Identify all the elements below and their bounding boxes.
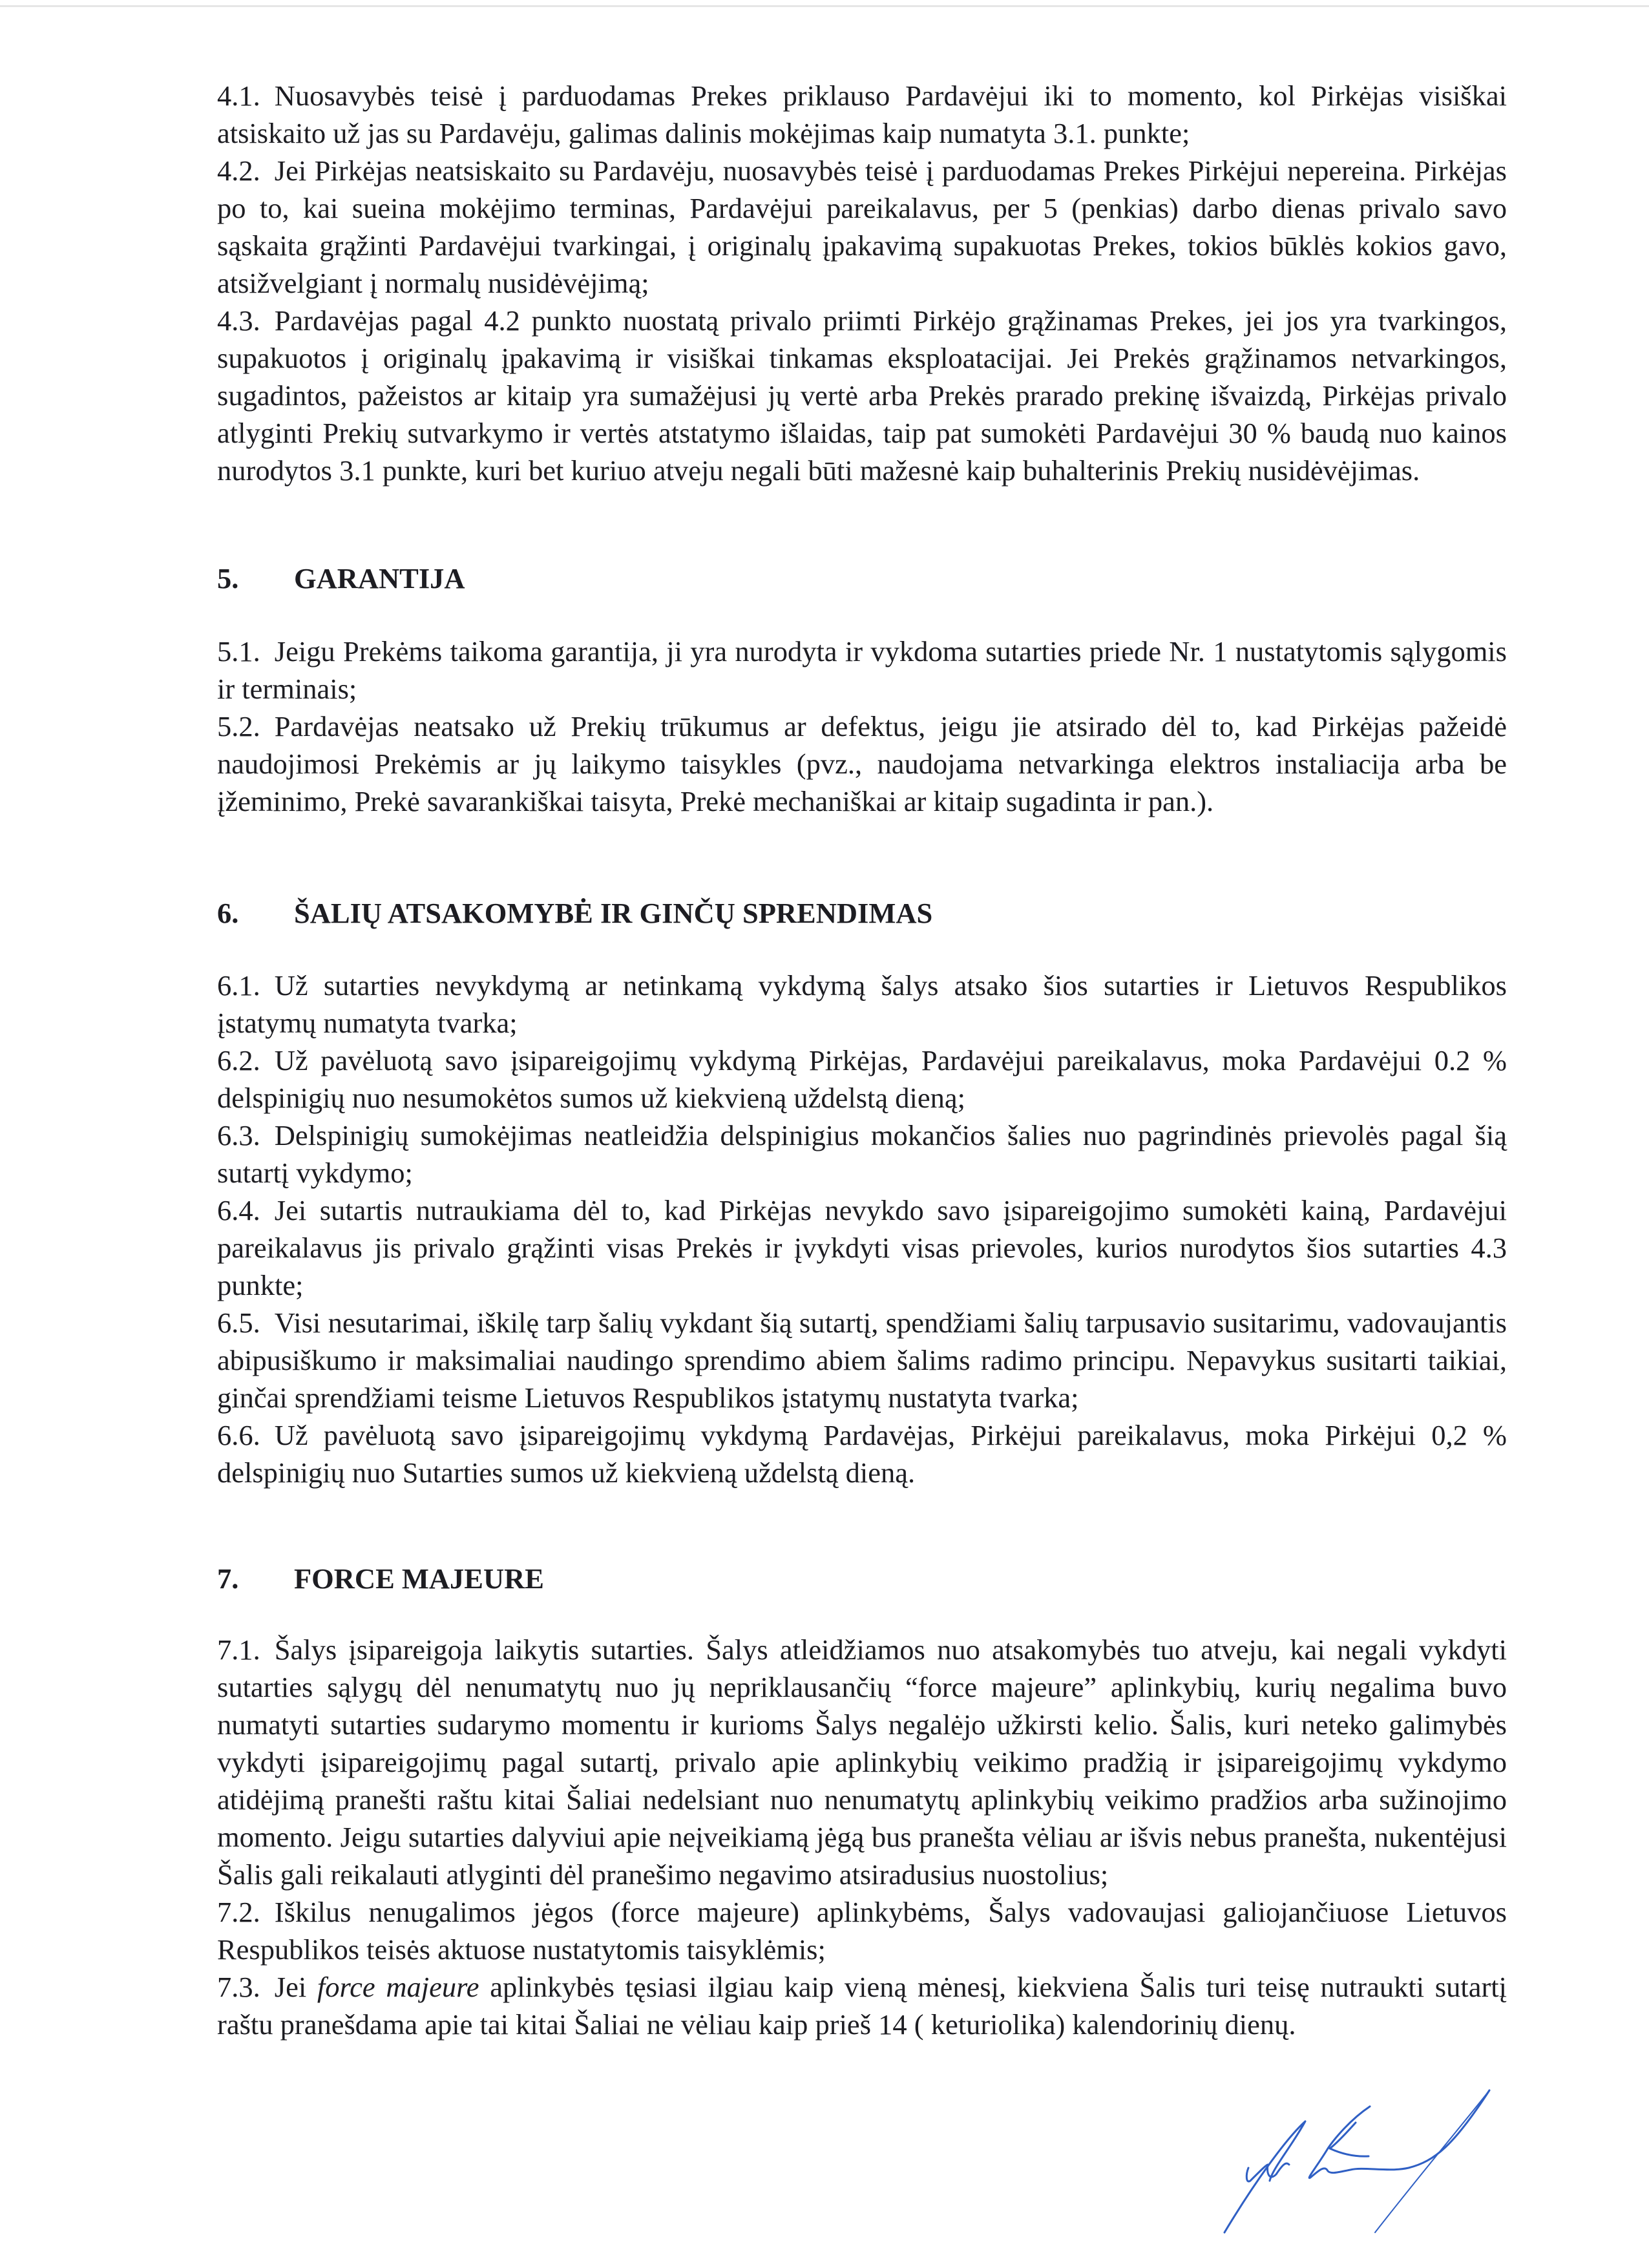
clause-text: Delspinigių sumokėjimas neatleidžia delspinigius mokančios šalies nuo pagrindinės prievolės pagal šią sutartį vykdymo;	[217, 1119, 1507, 1189]
clause-text: Pardavėjas pagal 4.2 punkto nuostatą privalo priimti Pirkėjo grąžinamas Prekes, jei jos yra tvarkingos, supakuotos į originalų įpakavimą ir visiškai tinkamas eksploatacijai. Jei Prekės grąžinamos netvarkingos, sugadintos, pažeistos ar kitaip yra sumažėjusi jų vertė arba Prekės prarado prekinę išvaizdą, Pirkėjas privalo atlyginti Prekių sutvarkymo ir vertės atstatymo išlaidas, taip pat sumokėti Pardavėjui 30 % baudą nuo kainos nurodytos 3.1 punkte, kuri bet kuriuo atveju negali būti mažesnė kaip buhalterinis Prekių nusidėvėjimas.	[217, 304, 1507, 487]
clause-text: Jei	[274, 1971, 317, 2003]
clause-number: 6.5.	[217, 1307, 260, 1339]
section-6-clauses	[217, 967, 1507, 1491]
clause-text: Už pavėluotą savo įsipareigojimų vykdymą Pirkėjas, Pardavėjui pareikalavus, moka Pardavėjui 0.2 % delspinigių nuo nesumokėtos sumos už kiekvieną uždelstą dieną;	[217, 1044, 1507, 1114]
section-7-clauses	[217, 1631, 1507, 2043]
clause-text: Visi nesutarimai, iškilę tarp šalių vykdant šią sutartį, spendžiami šalių tarpusavio susitarimu, vadovaujantis abipusiškumo ir maksimaliai naudingo sprendimo abiem šalims radimo principu. Nepavykus susitarti taikiai, ginčai sprendžiami teisme Lietuvos Respublikos įstatymų nustatyta tvarka;	[217, 1307, 1507, 1414]
clause-text: aplinkybės tęsiasi ilgiau kaip vieną mėnesį, kiekviena Šalis turi teisę nutraukti sutartį raštu pranešdama apie tai kitai Šaliai ne vėliau kaip prieš 14 ( keturiolika) kalendorinių dienų.	[217, 1971, 1507, 2041]
clause-text: Šalys įsipareigoja laikytis sutarties. Šalys atleidžiamos nuo atsakomybės tuo atveju, kai negali vykdyti sutarties sąlygų dėl nenumatytų nuo jų nepriklausančių “force majeure” aplinkybių, kurių negalima buvo numatyti sutarties sudarymo momentu ir kurioms Šalys negalėjo užkirsti kelio. Šalis, kuri neteko galimybės vykdyti įsipareigojimų pagal sutartį, privalo apie aplinkybių veikimo pradžią ir įsipareigojimų vykdymo atidėjimą pranešti raštu kitai Šaliai nedelsiant nuo nenumatytų aplinkybių veikimo pradžios arba sužinojimo momento. Jeigu sutarties dalyviui apie neįveikiamą jėgą bus pranešta vėliau ar išvis nebus pranešta, nukentėjusi Šalis gali reikalauti atlyginti dėl pranešimo negavimo atsiradusius nuostolius;	[217, 1633, 1507, 1891]
clause-number: 4.2.	[217, 154, 260, 187]
handwritten-signature	[1195, 2035, 1615, 2268]
clause-text: Jei sutartis nutraukiama dėl to, kad Pirkėjas nevykdo savo įsipareigojimo sumokėti kainą, Pardavėjui pareikalavus jis privalo grąžinti visas Prekės ir įvykdyti visas prievoles, kurios nurodytos šios sutarties 4.3 punkte;	[217, 1194, 1507, 1301]
clause-number: 5.1.	[217, 635, 260, 667]
section-7-heading	[217, 1560, 544, 1597]
clause-text: Už sutarties nevykdymą ar netinkamą vykdymą šalys atsako šios sutarties ir Lietuvos Respublikos įstatymų numatyta tvarka;	[217, 969, 1507, 1039]
section-5-heading	[217, 560, 465, 597]
clause-text: Už pavėluotą savo įsipareigojimų vykdymą Pardavėjas, Pirkėjui pareikalavus, moka Pirkėjui 0,2 % delspinigių nuo Sutarties sumos už kiekvieną uždelstą dieną.	[217, 1419, 1507, 1489]
clause-number: 6.1.	[217, 969, 260, 1002]
section-number: 5.	[217, 562, 239, 594]
clause-6-6	[217, 1416, 1507, 1491]
clause-5-2	[217, 708, 1507, 820]
clause-7-3	[217, 1968, 1507, 2043]
section-4-clauses	[217, 77, 1507, 489]
signature-stroke	[1309, 2090, 1489, 2178]
clause-number: 6.4.	[217, 1194, 260, 1226]
clause-number: 6.2.	[217, 1044, 260, 1076]
clause-text: Iškilus nenugalimos jėgos (force majeure) aplinkybėms, Šalys vadovaujasi galiojančiuose Lietuvos Respublikos teisės aktuose nustatytomis taisyklėmis;	[217, 1896, 1507, 1966]
signature-stroke	[1246, 2163, 1289, 2181]
clause-text: Nuosavybės teisė į parduodamas Prekes priklauso Pardavėjui iki to momento, kol Pirkėjas visiškai atsiskaito už jas su Pardavėju, galimas dalinis mokėjimas kaip numatyta 3.1. punkte;	[217, 79, 1507, 149]
section-6-heading	[217, 894, 932, 932]
clause-6-5	[217, 1304, 1507, 1416]
section-number: 6.	[217, 897, 239, 929]
clause-text: Pardavėjas neatsako už Prekių trūkumus ar defektus, jeigu jie atsirado dėl to, kad Pirkėjas pažeidė naudojimosi Prekėmis ar jų laikymo taisykles (pvz., naudojama netvarkinga elektros instaliacija arba be įžeminimo, Prekė savarankiškai taisyta, Prekė mechaniškai ar kitaip sugadinta ir pan.).	[217, 710, 1507, 817]
clause-5-1	[217, 633, 1507, 708]
clause-7-2	[217, 1893, 1507, 1968]
clause-number: 7.2.	[217, 1896, 260, 1928]
section-title: ŠALIŲ ATSAKOMYBĖ IR GINČŲ SPRENDIMAS	[294, 897, 933, 929]
clause-number: 5.2.	[217, 710, 260, 742]
clause-number: 7.3.	[217, 1971, 260, 2003]
clause-text: Jeigu Prekėms taikoma garantija, ji yra nurodyta ir vykdoma sutarties priede Nr. 1 nustatytomis sąlygomis ir terminais;	[217, 635, 1507, 705]
section-number: 7.	[217, 1562, 239, 1595]
clause-4-1	[217, 77, 1507, 152]
clause-number: 4.3.	[217, 304, 260, 337]
clause-6-1	[217, 967, 1507, 1042]
clause-4-2	[217, 152, 1507, 302]
clause-text: Jei Pirkėjas neatsiskaito su Pardavėju, nuosavybės teisė į parduodamas Prekes Pirkėjui nepereina. Pirkėjas po to, kai sueina mokėjimo terminas, Pardavėjui pareikalavus, per 5 (penkias) darbo dienas privalo savo sąskaita grąžinti Pardavėjui tvarkingai, į originalų įpakavimą supakuotas Prekes, tokios būklės kokios gavo, atsižvelgiant į normalų nusidėvėjimą;	[217, 154, 1507, 299]
clause-6-2	[217, 1042, 1507, 1117]
clause-number: 6.6.	[217, 1419, 260, 1451]
clause-4-3	[217, 302, 1507, 489]
signature-stroke	[1224, 2121, 1305, 2232]
clause-6-4	[217, 1192, 1507, 1304]
clause-number: 4.1.	[217, 79, 260, 112]
section-title: FORCE MAJEURE	[294, 1562, 544, 1595]
section-title: GARANTIJA	[294, 562, 465, 594]
clause-6-3	[217, 1117, 1507, 1192]
clause-number: 6.3.	[217, 1119, 260, 1151]
scan-edge-line	[0, 5, 1649, 7]
clause-7-1	[217, 1631, 1507, 1893]
clause-text-italic: force majeure	[317, 1971, 479, 2003]
section-5-clauses	[217, 633, 1507, 820]
signature-stroke	[1375, 2090, 1489, 2232]
clause-number: 7.1.	[217, 1633, 260, 1666]
